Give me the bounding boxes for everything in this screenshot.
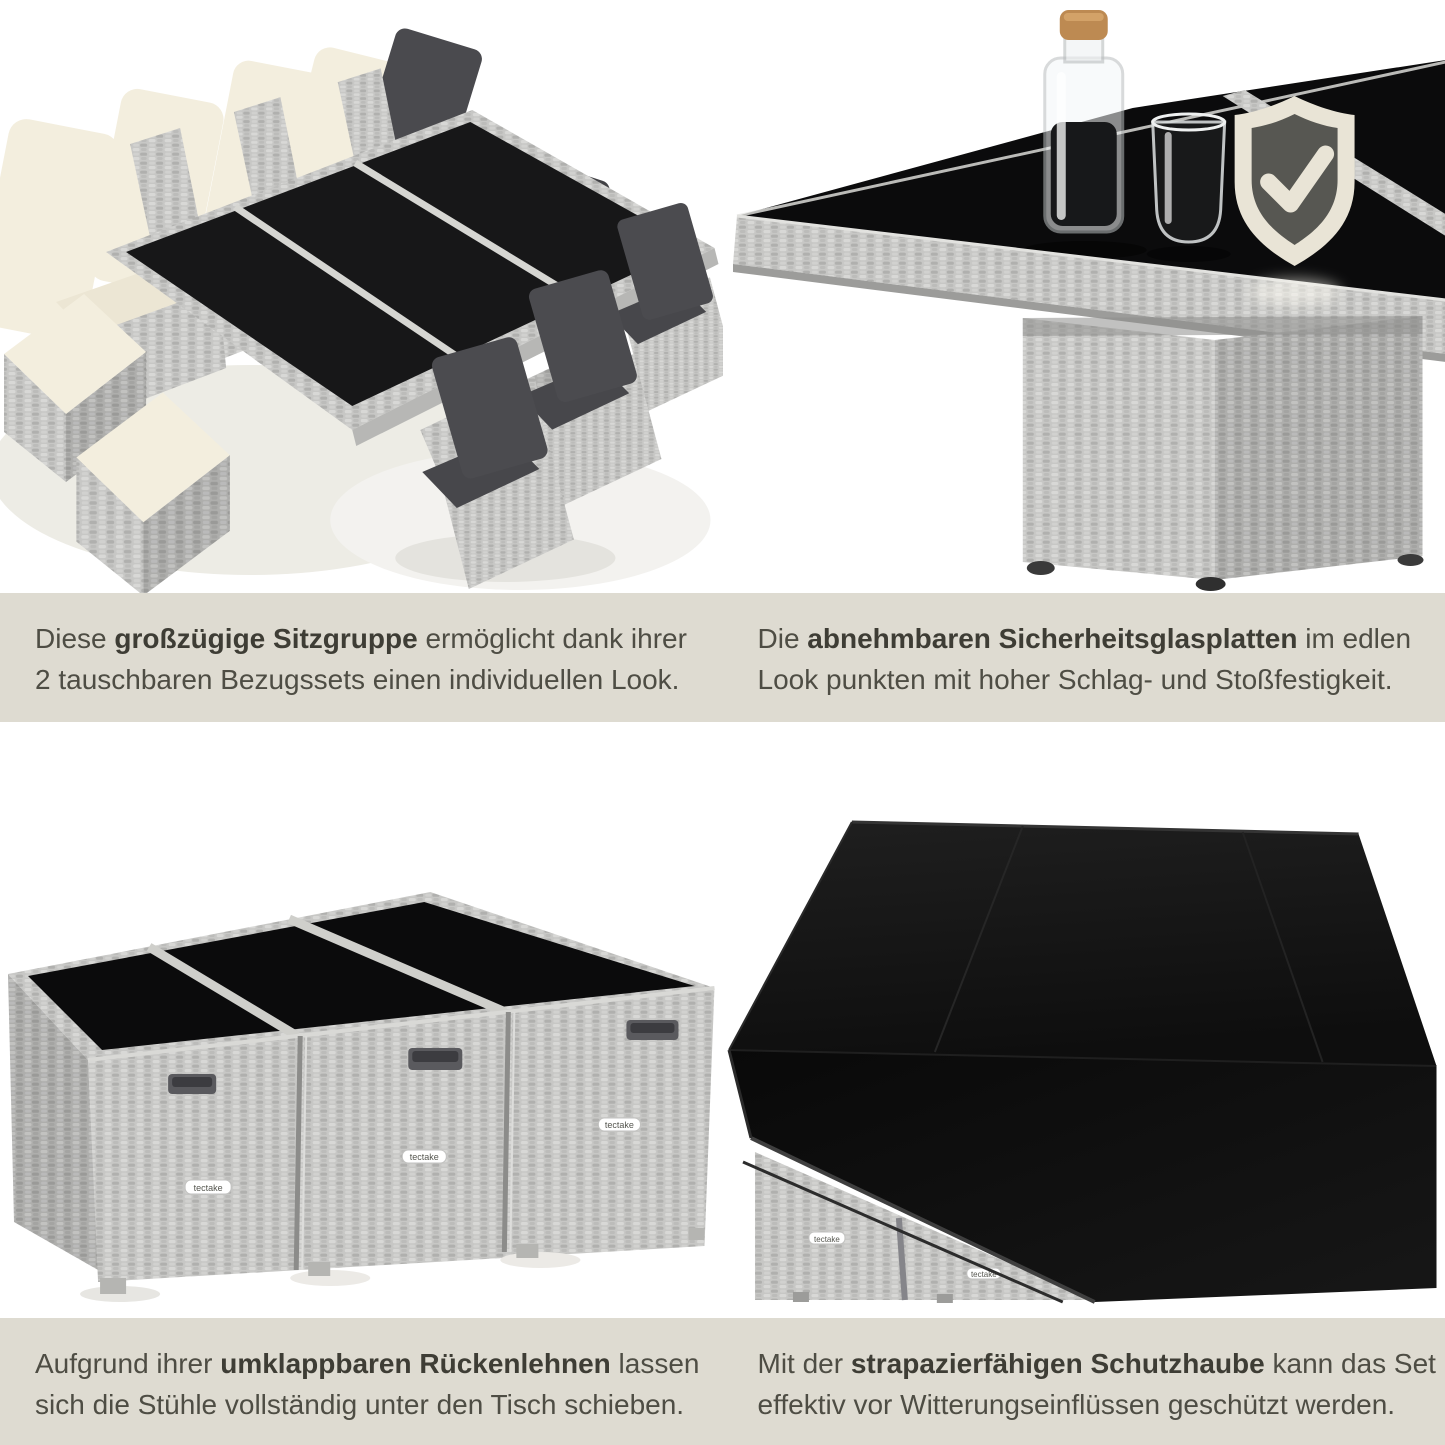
brand-label-text: tectake [409,1152,439,1162]
brand-label-text: tectake [813,1234,840,1245]
caption-bold-text: großzügige Sitzgruppe [114,623,418,654]
caption-schutzhaube [723,1318,1445,1445]
caption-bold-text: umklappbaren Rückenlehnen [220,1348,611,1379]
caption-glasplatten [723,593,1445,722]
cube-foot [792,1292,808,1302]
cube-foot [100,1278,126,1294]
caption-text: Diese [35,623,115,654]
caption-line [35,1343,713,1384]
caption-text: im edlen [1297,623,1412,654]
caption-bold-text: strapazierfähigen Schutzhaube [850,1348,1265,1379]
compact-cube-illustration [0,722,723,1318]
table-pedestal-left-face [1022,318,1214,580]
table-foot [1397,554,1423,566]
caption-line: effektiv vor Witterungseinflüssen geschützt werden. [757,1389,1396,1420]
caption-bold-text: abnehmbaren Sicherheitsglasplatten [807,623,1298,654]
brand-label [808,1232,844,1244]
brand-label-text: tectake [604,1120,634,1130]
caption-text: lassen [610,1348,700,1379]
caption-band-top [0,593,1445,722]
brand-label [598,1118,640,1131]
photo-glass-table-closeup [723,0,1445,593]
caption-text: Aufgrund ihrer [35,1348,221,1379]
caption-sitzgruppe [0,593,723,722]
cover-top-face [728,822,1436,1066]
photo-row-bottom [0,722,1445,1318]
caption-rueckenlehnen [0,1318,723,1445]
caption-band-bottom [0,1318,1445,1445]
caption-line [35,618,713,659]
cube-foot [308,1262,330,1276]
furniture-set-illustration [0,0,723,593]
cube-foot [688,1228,704,1240]
table-pedestal-right-face [1214,316,1422,580]
photo-protective-cover [723,722,1445,1318]
photo-furniture-set [0,0,723,593]
brand-label [185,1180,231,1194]
glass-table-illustration [723,0,1445,593]
protective-cover-illustration [723,722,1445,1318]
photo-row-top [0,0,1445,593]
cube-foot [936,1294,952,1303]
caption-line [758,618,1436,659]
table-foot [1026,561,1054,575]
photo-compact-cube [0,722,723,1318]
drinking-glass [1152,114,1224,242]
caption-line: Look punkten mit hoher Schlag- und Stoßfestigkeit. [757,664,1393,695]
brand-label-text: tectake [970,1269,997,1280]
pedestal-top-shadow [1022,316,1422,336]
floor-shadow [500,1252,580,1268]
reflection [1146,246,1230,262]
brand-label [402,1150,446,1163]
caption-text: ermöglicht dank ihrer [417,623,687,654]
caption-line [758,1343,1436,1384]
shield-glow [1248,279,1340,305]
caption-text: kann das Set [1264,1348,1436,1379]
caption-line: sich die Stühle vollständig unter den Tisch schieben. [35,1389,685,1420]
caption-line: 2 tauschbaren Bezugssets einen individuellen Look. [35,664,680,695]
caption-text: Mit der [757,1348,851,1379]
table-foot [1195,577,1225,591]
cube-foot [516,1244,538,1258]
brand-label-text: tectake [193,1183,223,1193]
caption-text: Die [757,623,808,654]
